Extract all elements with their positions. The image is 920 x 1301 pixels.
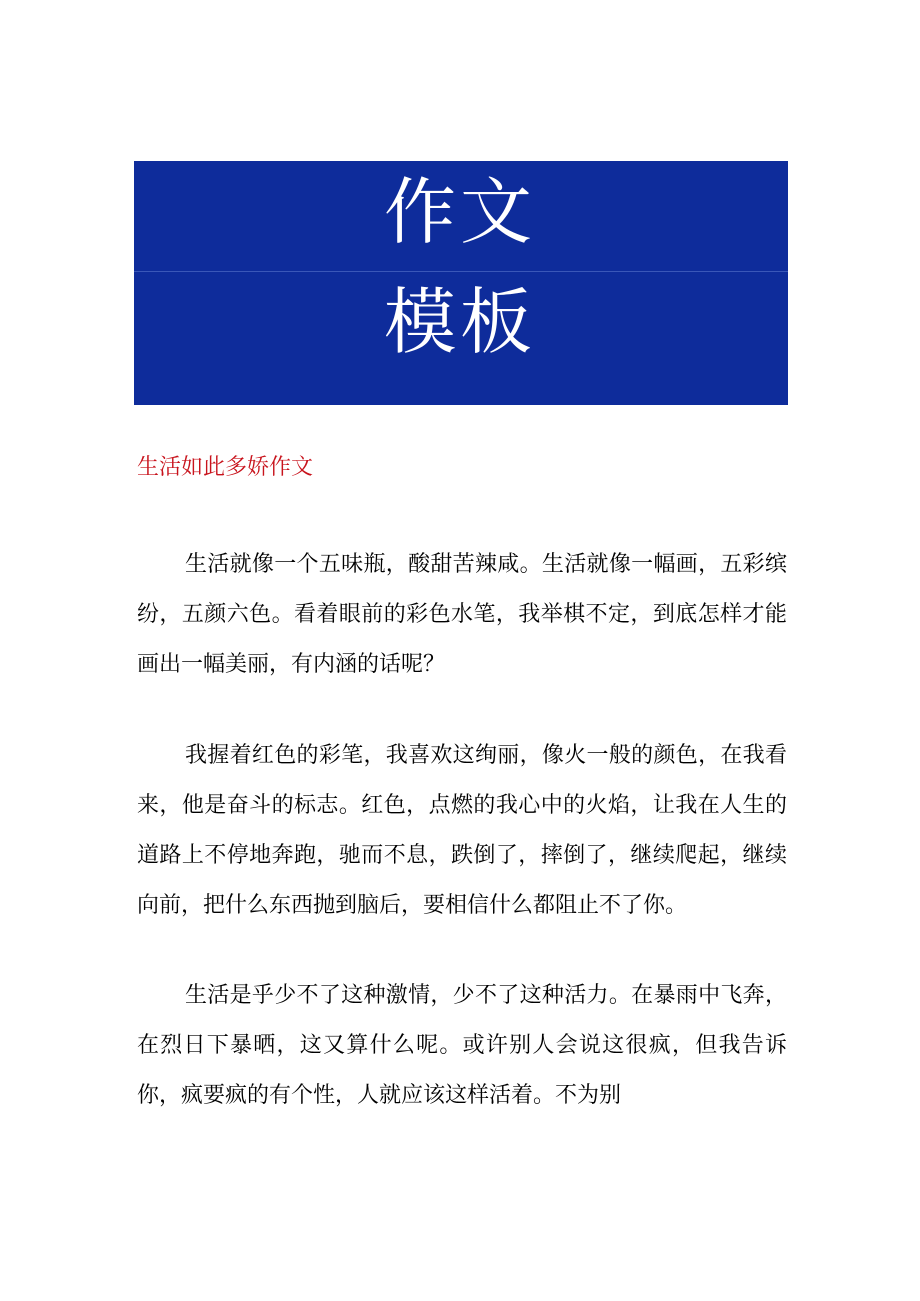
essay-paragraph-3: 生活是乎少不了这种激情，少不了这种活力。在暴雨中飞奔，在烈日下暴晒，这又算什么呢。或许别人会说这很疯，但我告诉你，疯要疯的有个性，人就应该这样活着。不为别 <box>137 983 787 1108</box>
essay-paragraph-1: 生活就像一个五味瓶，酸甜苦辣咸。生活就像一幅画，五彩缤纷，五颜六色。看着眼前的彩色水笔，我举棋不定，到底怎样才能画出一幅美丽，有内涵的话呢？ <box>137 552 787 677</box>
banner-title-line-2: 模板 <box>383 280 536 364</box>
essay-paragraph-2: 我握着红色的彩笔，我喜欢这绚丽，像火一般的颜色，在我看来，他是奋斗的标志。红色，点燃的我心中的火焰，让我在人生的道路上不停地奔跑，驰而不息，跌倒了，摔倒了，继续爬起，继续向前，把什么东西抛到脑后，要相信什么都阻止不了你。 <box>137 743 787 918</box>
essay-title: 生活如此多娇作文 <box>137 455 314 480</box>
banner-divider <box>134 271 788 272</box>
banner-title-line-1: 作文 <box>383 170 536 254</box>
